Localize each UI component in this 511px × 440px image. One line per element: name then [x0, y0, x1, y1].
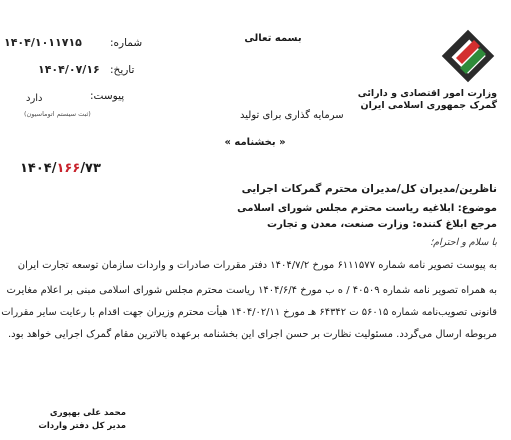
circular-number-suffix: /۷۳: [80, 161, 101, 176]
body-line-4: مربوطه ارسال می‌گردد. مسئولیت نظارت بر حسن اجرای این بخشنامه برعهده بالاترین مقام گمرک اجرایی خواهد بود.: [7, 329, 497, 340]
system-hint: (ثبت سیستم اتوماسیون): [24, 110, 91, 118]
org-ministry: وزارت امور اقتصادی و دارائی: [357, 88, 497, 99]
greeting: با سلام و احترام؛: [430, 237, 497, 248]
body-line-2: به همراه تصویر نامه شماره ۴۰۵۰۹ / ه ب مورخ ۱۴۰۴/۶/۴ ریاست محترم مجلس شورای اسلامی مبنی بر اعلام مغایرت: [6, 285, 497, 296]
date-value: ۱۴۰۴/۰۷/۱۶: [38, 63, 100, 76]
signatory-name: محمد علی بهپوری: [49, 408, 126, 418]
circular-number-red: ۱۶۶: [56, 161, 81, 176]
body-line-3: قانونی تصویب‌نامه شماره ۵۶۰۱۵ ت ۶۴۳۴۲ هـ مورخ ۱۴۰۴/۰۲/۱۱ هیأت محترم وزیران جهت اقدام با رعایت سایر مقررات: [1, 307, 497, 318]
attachment-value: دارد: [26, 93, 43, 104]
circular-number-prefix: ۱۴۰۴/: [20, 161, 57, 176]
reference-line: مرجع ابلاغ کننده: وزارت صنعت، معدن و تجارت: [267, 219, 497, 230]
attachment-label: پیوست:: [90, 90, 125, 102]
date-label: تاریخ:: [110, 64, 135, 76]
subject-line: موضوع: ابلاغیه ریاست محترم مجلس شورای اسلامی: [237, 203, 497, 214]
org-customs: گمرک جمهوری اسلامی ایران: [360, 100, 497, 111]
number-label: شماره:: [110, 37, 143, 49]
bismillah-heading: بسمه تعالی: [244, 33, 302, 44]
signatory-title: مدیر کل دفتر واردات: [38, 421, 126, 431]
department-slogan: سرمایه گذاری برای تولید: [240, 110, 344, 121]
circular-number: [20, 161, 101, 176]
body-line-1: به پیوست تصویر نامه شماره ۶۱۱۱۵۷۷ مورخ ۱۴۰۴/۷/۲ دفتر مقررات صادرات و واردات سازمان توسعه تجارت ایران: [17, 260, 497, 271]
customs-emblem-icon: [440, 28, 496, 84]
number-value: ۱۴۰۴/۱۰۱۱۷۱۵: [4, 36, 82, 49]
circular-title: « بخشنامه »: [224, 137, 286, 148]
addressee: ناظرین/مدیران کل/مدیران محترم گمرکات اجرایی: [241, 183, 497, 195]
